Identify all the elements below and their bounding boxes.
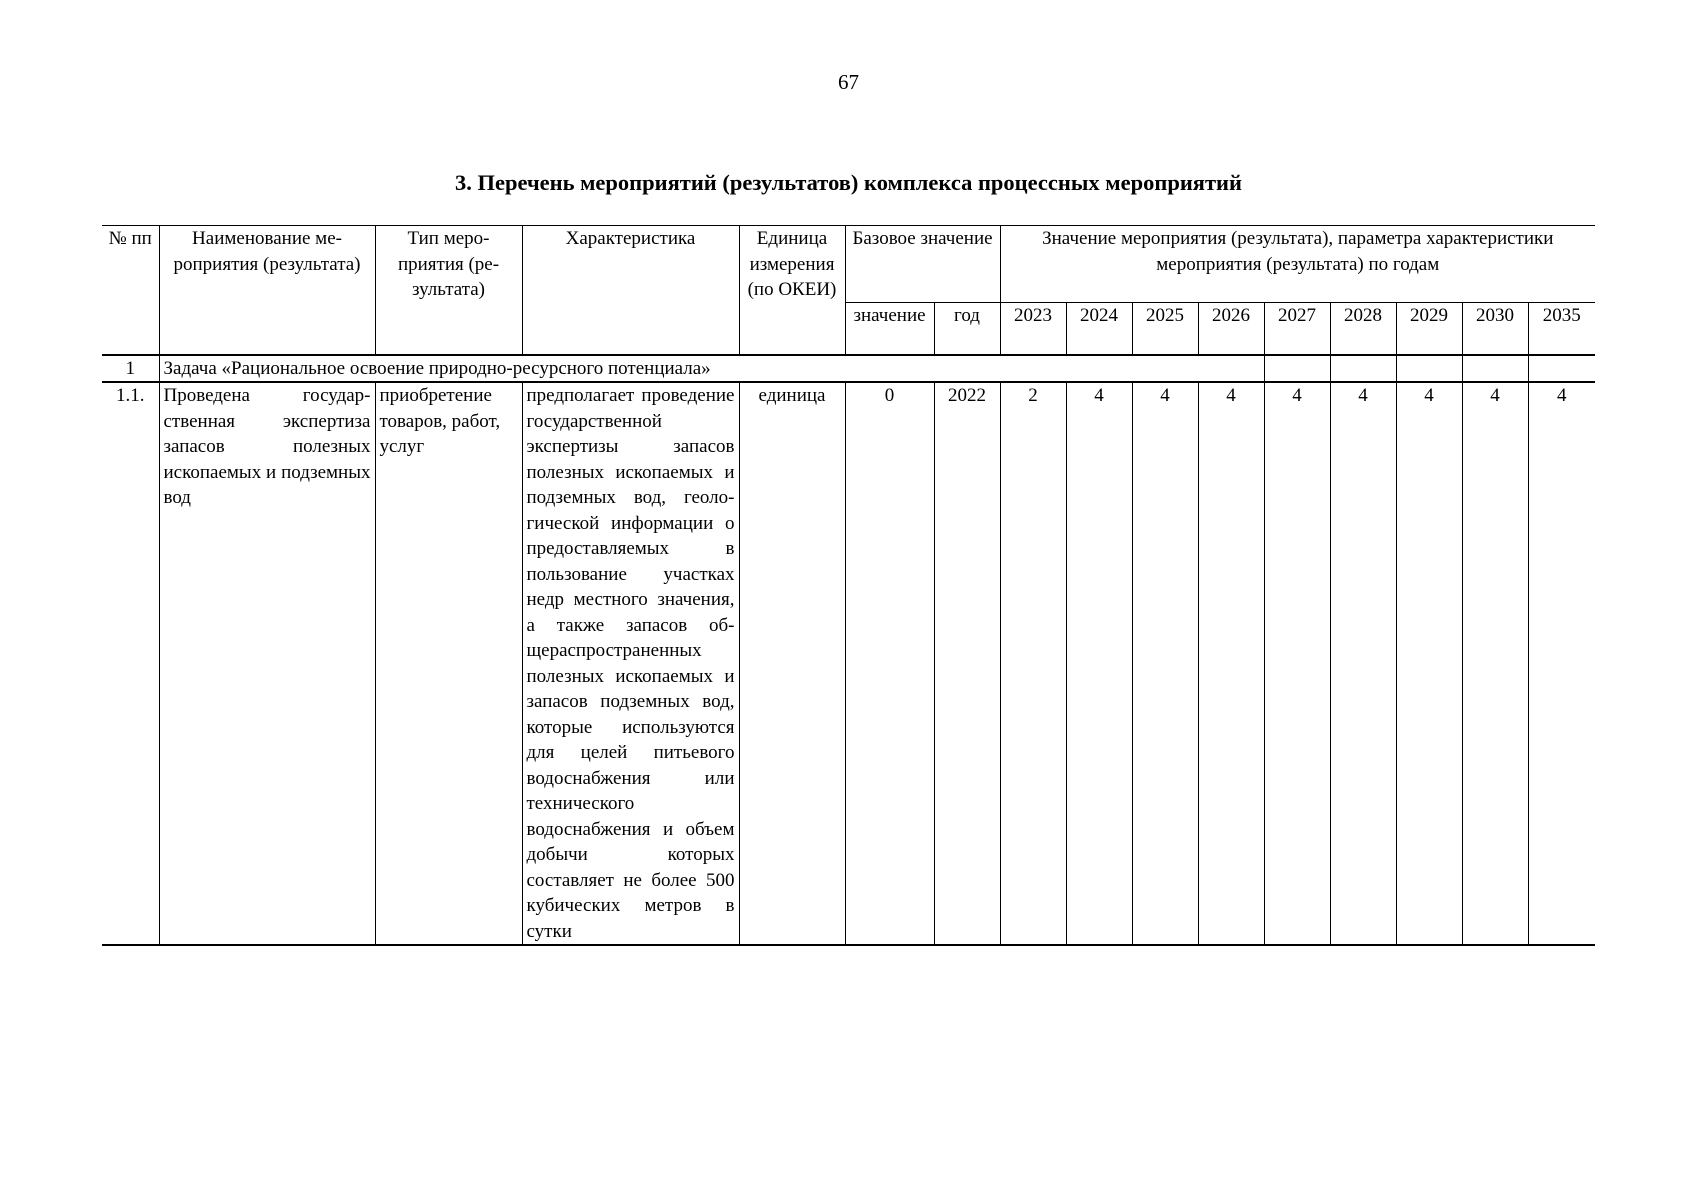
measure-year-value: 4 xyxy=(1462,382,1528,945)
measure-unit: единица xyxy=(739,382,845,945)
measure-year-value: 4 xyxy=(1132,382,1198,945)
header-year: 2029 xyxy=(1396,303,1462,355)
task-text: Задача «Рациональное освоение природно-ресурсного потенциала» xyxy=(159,355,1264,383)
measure-type: приобретение товаров, работ, услуг xyxy=(375,382,522,945)
measures-table xyxy=(102,225,1595,946)
task-empty-cell xyxy=(1528,355,1595,383)
header-base-year: год xyxy=(934,303,1000,355)
header-year: 2030 xyxy=(1462,303,1528,355)
measure-num: 1.1. xyxy=(102,382,159,945)
header-unit: Единица измерения (по ОКЕИ) xyxy=(739,226,845,355)
measure-name: Проведена государственная экспертиза запасов полезных ископаемых и подземных вод xyxy=(159,382,375,945)
measure-year-value: 4 xyxy=(1198,382,1264,945)
header-base: Базовое значение xyxy=(845,226,1000,303)
task-row xyxy=(102,355,1595,383)
page-number: 67 xyxy=(838,70,859,94)
task-empty-cell xyxy=(1330,355,1396,383)
header-values-by-year: Значение мероприятия (результата), параметра характеристики мероприятия (результата) по годам xyxy=(1000,226,1595,303)
header-year: 2025 xyxy=(1132,303,1198,355)
header-year: 2024 xyxy=(1066,303,1132,355)
header-year: 2035 xyxy=(1528,303,1595,355)
measure-base-year: 2022 xyxy=(934,382,1000,945)
header-year: 2026 xyxy=(1198,303,1264,355)
header-num: № пп xyxy=(102,226,159,355)
measure-year-value: 4 xyxy=(1066,382,1132,945)
header-year: 2023 xyxy=(1000,303,1066,355)
task-empty-cell xyxy=(1462,355,1528,383)
measure-characteristic: предполагает проведение государственной экспертизы запасов полезных ископаемых и подземных вод, геологической информации о предоставляемых в пользование участках недр местного значения, а также запасов общераспространенных полезных ископаемых и запасов подземных вод, которые используются для целей питьевого водоснабжения или технического водоснабжения и объем добычи которых составляет не более 500 кубических метров в сутки xyxy=(522,382,739,945)
header-base-value: значение xyxy=(845,303,934,355)
measure-year-value: 4 xyxy=(1396,382,1462,945)
measure-year-value: 4 xyxy=(1330,382,1396,945)
measure-year-value: 4 xyxy=(1264,382,1330,945)
measure-row xyxy=(102,382,1595,945)
header-year: 2027 xyxy=(1264,303,1330,355)
header-year: 2028 xyxy=(1330,303,1396,355)
task-empty-cell xyxy=(1264,355,1330,383)
header-characteristic: Характеристика xyxy=(522,226,739,355)
task-num: 1 xyxy=(102,355,159,383)
header-type: Тип мероприятия (результата) xyxy=(375,226,522,355)
measure-base-value: 0 xyxy=(845,382,934,945)
header-name: Наименование мероприятия (результата) xyxy=(159,226,375,355)
measure-year-value: 4 xyxy=(1528,382,1595,945)
measure-year-value: 2 xyxy=(1000,382,1066,945)
section-title: 3. Перечень мероприятий (результатов) комплекса процессных мероприятий xyxy=(455,170,1242,195)
task-empty-cell xyxy=(1396,355,1462,383)
